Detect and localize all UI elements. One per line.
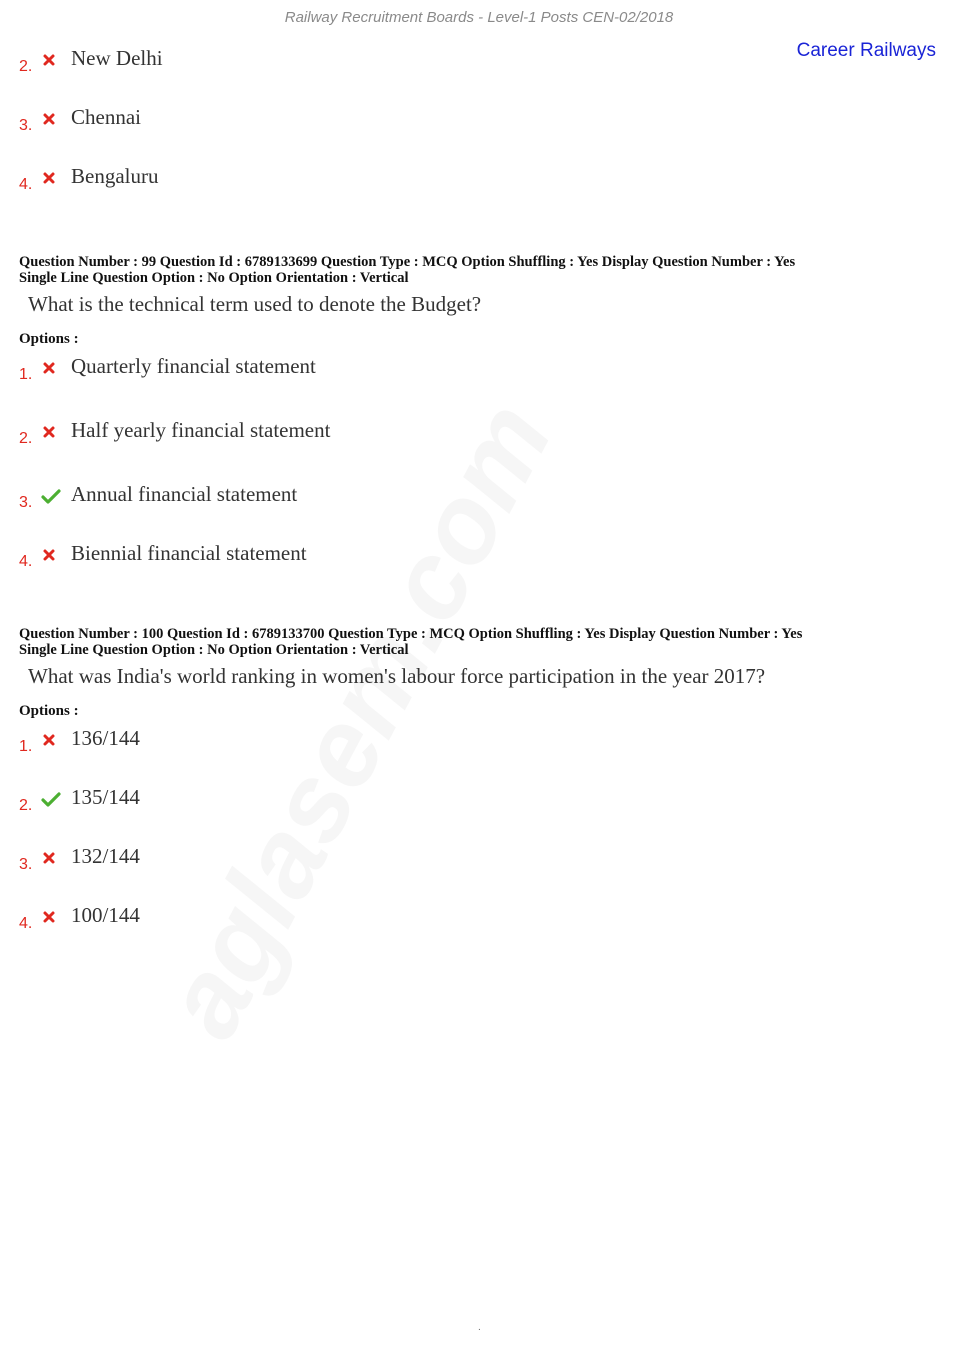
option-text: Chennai bbox=[71, 105, 141, 129]
brand-label: Career Railways bbox=[796, 40, 936, 61]
question-meta-line2: Single Line Question Option : No Option Orientation : Vertical bbox=[19, 270, 409, 286]
wrong-mark-icon bbox=[41, 111, 61, 129]
option-row bbox=[19, 354, 919, 388]
watermark bbox=[250, 930, 947, 1057]
option-text: Quarterly financial statement bbox=[71, 354, 316, 378]
wrong-mark-icon bbox=[41, 547, 61, 565]
wrong-mark-icon bbox=[41, 850, 61, 868]
option-text: 135/144 bbox=[71, 785, 140, 809]
option-text: 100/144 bbox=[71, 903, 140, 927]
option-number: 2. bbox=[19, 58, 33, 75]
options-label: Options : bbox=[19, 331, 79, 347]
option-row bbox=[19, 726, 919, 760]
option-text: Annual financial statement bbox=[71, 482, 298, 506]
wrong-mark-icon bbox=[41, 909, 61, 927]
wrong-mark-icon bbox=[41, 732, 61, 750]
footer-mark: . bbox=[478, 1322, 481, 1333]
option-text: Biennial financial statement bbox=[71, 541, 307, 565]
options-label: Options : bbox=[19, 703, 79, 719]
correct-check-icon bbox=[41, 488, 61, 506]
cross-mark-path bbox=[45, 913, 53, 921]
cross-mark-path bbox=[45, 115, 53, 123]
question-meta bbox=[19, 254, 939, 286]
option-row bbox=[19, 785, 919, 819]
option-number: 3. bbox=[19, 856, 33, 873]
question-text: What was India's world ranking in women's labour force participation in the year 2017? bbox=[28, 664, 766, 688]
option-row bbox=[19, 418, 919, 452]
cross-mark-path bbox=[45, 736, 53, 744]
question-text: What is the technical term used to denote the Budget? bbox=[28, 292, 482, 316]
option-text: 136/144 bbox=[71, 726, 140, 750]
wrong-mark-icon bbox=[41, 170, 61, 188]
option-row bbox=[19, 844, 919, 878]
option-number: 4. bbox=[19, 553, 33, 570]
question-meta-line2: Single Line Question Option : No Option Orientation : Vertical bbox=[19, 642, 409, 658]
correct-check-icon bbox=[41, 791, 61, 809]
option-number: 4. bbox=[19, 176, 33, 193]
question-meta bbox=[19, 626, 939, 658]
question-meta-line1: Question Number : 99 Question Id : 6789133699 Question Type : MCQ Option Shuffling : Yes Display Question Number : Yes bbox=[19, 254, 796, 270]
option-row bbox=[19, 164, 919, 198]
cross-mark-path bbox=[45, 364, 53, 372]
option-number: 1. bbox=[19, 738, 33, 755]
option-row bbox=[19, 105, 919, 139]
option-row bbox=[19, 482, 919, 516]
option-number: 2. bbox=[19, 430, 33, 447]
option-text: 132/144 bbox=[71, 844, 140, 868]
cross-mark-path bbox=[45, 174, 53, 182]
option-number: 4. bbox=[19, 915, 33, 932]
check-mark-path bbox=[43, 794, 59, 805]
wrong-mark-icon bbox=[41, 52, 61, 70]
cross-mark-path bbox=[45, 854, 53, 862]
option-row bbox=[19, 903, 919, 937]
question-meta-line1: Question Number : 100 Question Id : 6789133700 Question Type : MCQ Option Shuffling : Yes Display Question Number : Yes bbox=[19, 626, 803, 642]
option-text: Bengaluru bbox=[71, 164, 159, 188]
option-number: 3. bbox=[19, 494, 33, 511]
cross-mark-path bbox=[45, 56, 53, 64]
option-row bbox=[19, 541, 919, 575]
option-number: 2. bbox=[19, 797, 33, 814]
option-text: Half yearly financial statement bbox=[71, 418, 331, 442]
option-number: 1. bbox=[19, 366, 33, 383]
cross-mark-path bbox=[45, 428, 53, 436]
option-number: 3. bbox=[19, 117, 33, 134]
page-header-title: Railway Recruitment Boards - Level-1 Posts CEN-02/2018 bbox=[284, 9, 674, 26]
check-mark-path bbox=[43, 491, 59, 502]
wrong-mark-icon bbox=[41, 360, 61, 378]
wrong-mark-icon bbox=[41, 424, 61, 442]
cross-mark-path bbox=[45, 551, 53, 559]
option-row bbox=[19, 46, 919, 80]
option-text: New Delhi bbox=[71, 46, 163, 70]
